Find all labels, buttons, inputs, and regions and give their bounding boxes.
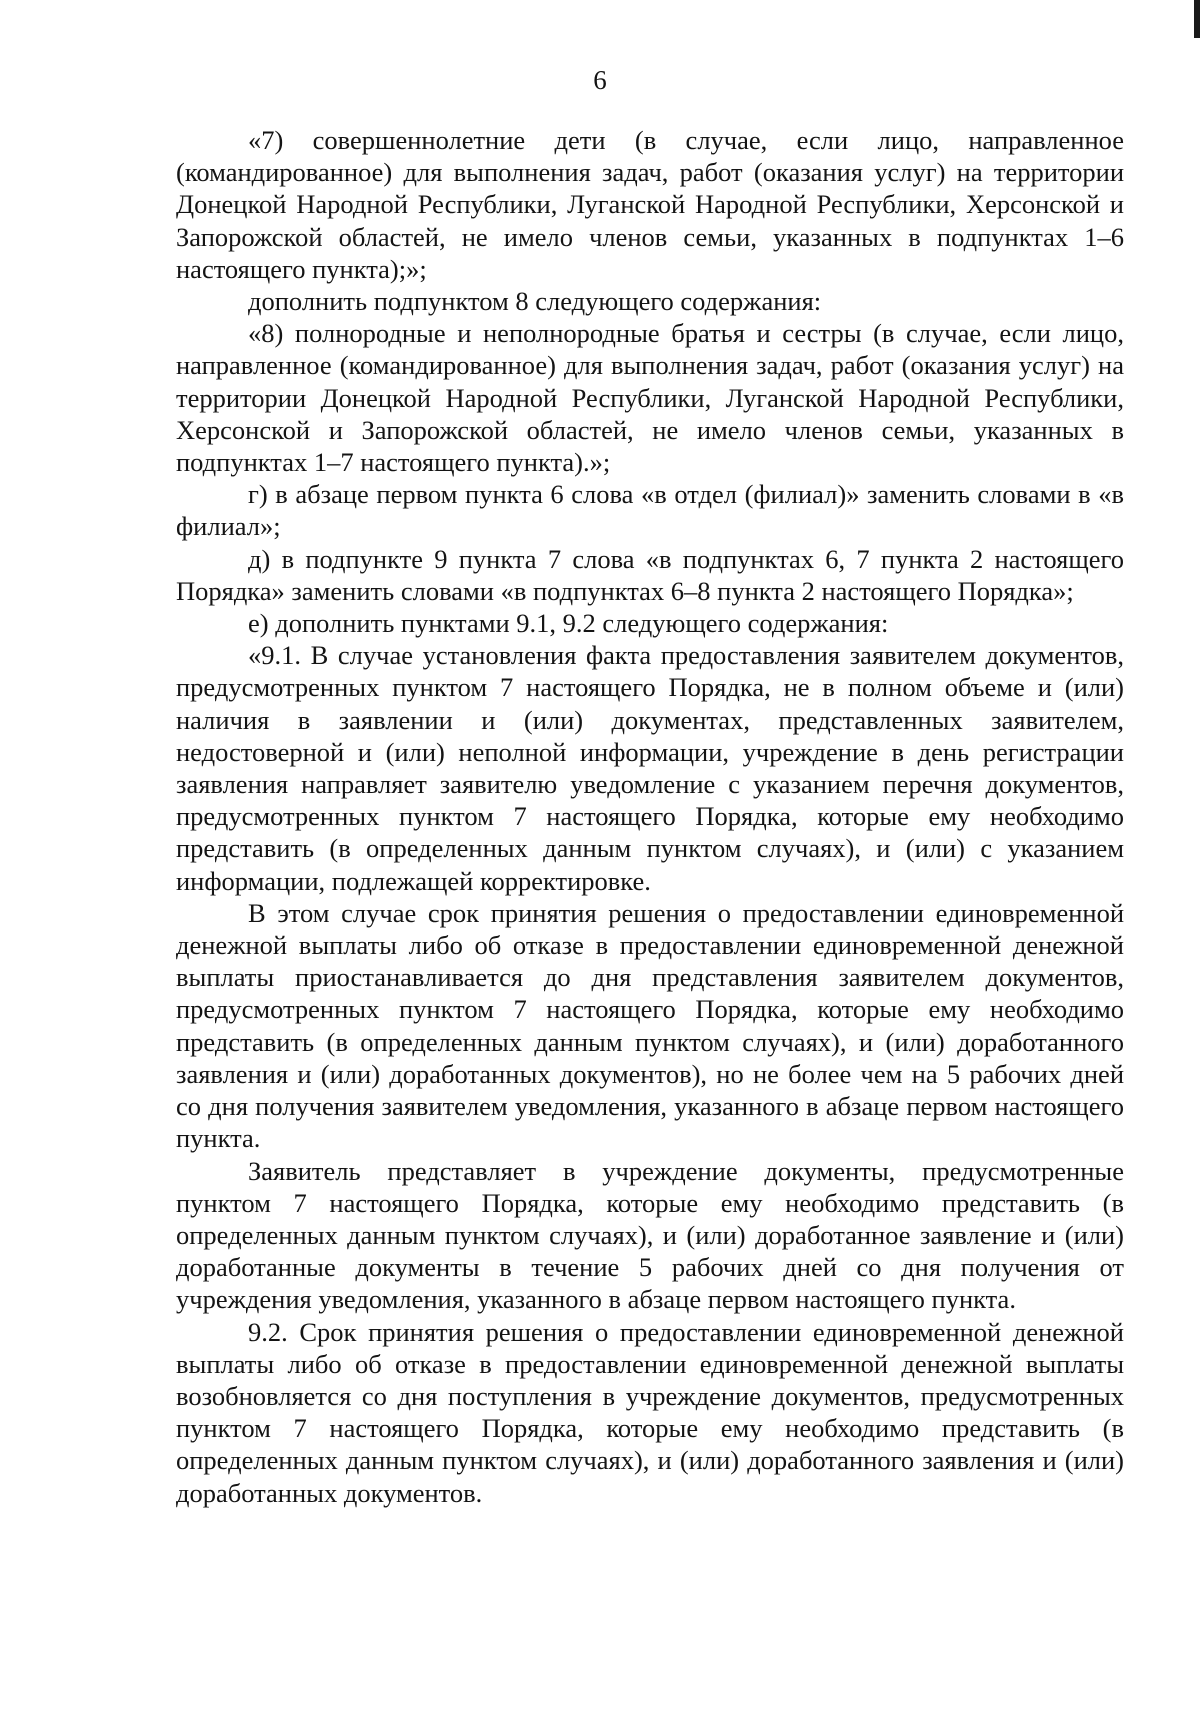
paragraph-item-g: г) в абзаце первом пункта 6 слова «в отдел (филиал)» заменить словами в «в филиал»; bbox=[176, 479, 1124, 542]
page-number: 6 bbox=[593, 65, 607, 95]
paragraph-point-9-2: 9.2. Срок принятия решения о предоставлении единовременной денежной выплаты либо об отказе в предоставлении единовременной денежной выплаты возобновляется со дня поступления в учреждение документов, предусмотренных пунктом 7 настоящего Порядка, которые ему необходимо представить (в определенных данным пунктом случаях), и (или) доработанного заявления и (или) доработанных документов. bbox=[176, 1316, 1124, 1508]
paragraph-add-subitem-8: дополнить подпунктом 8 следующего содержания: bbox=[248, 286, 822, 317]
paragraph-subitem-7: «7) совершеннолетние дети (в случае, если лицо, направленное (командированное) для выполнения задач, работ (оказания услуг) на территории Донецкой Народной Республики, Луганской Народной Республики, Херсонской и Запорожской областей, не имело членов семьи, указанных в подпунктах 1–6 настоящего пункта);»; bbox=[176, 125, 1124, 284]
document-body bbox=[176, 124, 1124, 1509]
paragraph-applicant-submits: Заявитель представляет в учреждение документы, предусмотренные пунктом 7 настоящего Порядка, которые ему необходимо представить (в определенных данным пунктом случаях), и (или) доработанное заявление и (или) доработанные документы в течение 5 рабочих дней со дня получения от учреждения уведомления, указанного в абзаце первом настоящего пункта. bbox=[176, 1155, 1124, 1315]
scan-edge-mark bbox=[1194, 0, 1200, 38]
paragraph-subitem-8: «8) полнородные и неполнородные братья и сестры (в случае, если лицо, направленное (командированное) для выполнения задач, работ (оказания услуг) на территории Донецкой Народной Республики, Луганской Народной Республики, Херсонской и Запорожской областей, не имело членов семьи, указанных в подпунктах 1–7 настоящего пункта).»; bbox=[176, 318, 1124, 478]
paragraph-item-d: д) в подпункте 9 пункта 7 слова «в подпунктах 6, 7 пункта 2 настоящего Порядка» заменить словами «в подпунктах 6–8 пункта 2 настоящего Порядка»; bbox=[176, 543, 1124, 606]
paragraph-item-e: е) дополнить пунктами 9.1, 9.2 следующего содержания: bbox=[248, 608, 889, 639]
paragraph-suspension: В этом случае срок принятия решения о предоставлении единовременной денежной выплаты либо об отказе в предоставлении единовременной денежной выплаты приостанавливается до дня представления заявителем документов, предусмотренных пунктом 7 настоящего Порядка, которые ему необходимо представить (в определенных данным пунктом случаях), и (или) доработанного заявления и (или) доработанных документов), но не более чем на 5 рабочих дней со дня получения заявителем уведомления, указанного в абзаце первом настоящего пункта. bbox=[176, 897, 1124, 1154]
paragraph-point-9-1: «9.1. В случае установления факта предоставления заявителем документов, предусмотренных пунктом 7 настоящего Порядка, не в полном объеме и (или) наличия в заявлении и (или) документах, представленных заявителем, недостоверной и (или) неполной информации, учреждение в день регистрации заявления направляет заявителю уведомление с указанием перечня документов, предусмотренных пунктом 7 настоящего Порядка, которые ему необходимо представить (в определенных данным пунктом случаях), и (или) с указанием информации, подлежащей корректировке. bbox=[176, 640, 1124, 896]
